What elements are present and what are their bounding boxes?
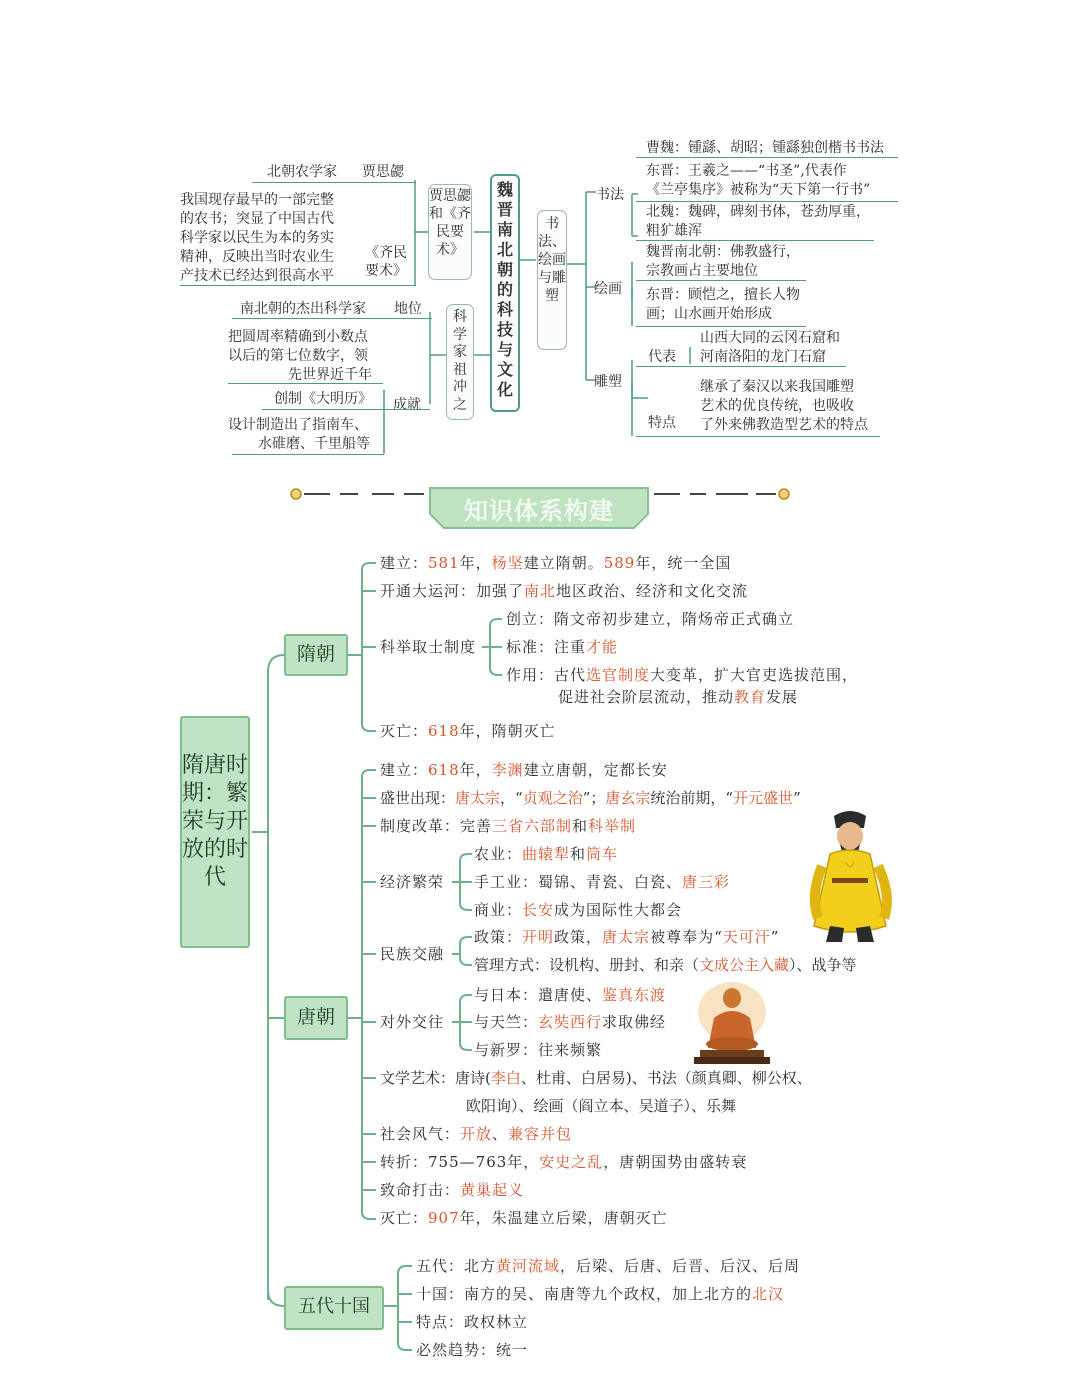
sculpture-feat-text: 继承了秦汉以来我国雕塑 艺术的优良传统，也吸收 了外来佛教造型艺术的特点 (700, 379, 868, 433)
tang-node: 唐朝 (284, 996, 348, 1040)
buddha-statue-illustration (690, 978, 774, 1066)
jiasixie-role: 北朝农学家 (267, 164, 337, 180)
tang-foreign-india: 与天竺：玄奘西行求取佛经 (474, 1013, 667, 1031)
zu-position-text: 南北朝的杰出科学家 (240, 301, 366, 317)
sui-exam-create: 创立：隋文帝初步建立，隋炀帝正式确立 (506, 610, 795, 628)
weijin-painting-text: 魏晋南北朝：佛教盛行， 宗教画占主要地位 (646, 244, 800, 279)
sui-fall: 灭亡：618年，隋朝灭亡 (380, 722, 556, 740)
five-dynasties-node: 五代十国 (284, 1286, 384, 1330)
top-center-title: 魏晋南北朝的科技与文化 (490, 174, 520, 412)
tang-economy-agri: 农业：曲辕犁和筒车 (474, 845, 619, 863)
jiasixie-branch-box: 贾思勰和《齐民要术》 (428, 184, 472, 280)
sculpture-label: 雕塑 (594, 374, 622, 390)
tang-prosper: 盛世出现：唐太宗，“贞观之治”；唐玄宗统治前期，“开元盛世” (380, 789, 801, 807)
tang-economy-trade: 商业：长安成为国际性大都会 (474, 901, 683, 919)
dongjin-painting-text: 东晋：顾恺之，擅长人物 画；山水画开始形成 (646, 287, 800, 322)
zuchongzhi-branch-box: 科学家祖冲之 (446, 304, 474, 420)
caowei-text: 曹魏：锺繇、胡昭；锺繇独创楷书书法 (646, 140, 884, 156)
zu-inventions: 设计制造出了指南车、 水碓磨、千里船等 (228, 417, 370, 452)
tang-culture: 文学艺术：唐诗(李白、杜甫、白居易)、书法（颜真卿、柳公权、 (380, 1069, 812, 1087)
tang-reform: 制度改革：完善三省六部制和科举制 (380, 817, 637, 835)
sui-exam-standard: 标准：注重才能 (506, 638, 619, 656)
jiasixie-book: 《齐民要术》 (365, 245, 407, 279)
painting-label: 绘画 (594, 281, 622, 297)
tang-turn: 转折：755—763年，安史之乱，唐朝国势由盛转衰 (380, 1153, 748, 1171)
tang-ethnic-label: 民族交融 (380, 945, 445, 963)
knowledge-banner-title: 知识体系构建 (464, 497, 614, 525)
tang-fall: 灭亡：907年，朱温建立后梁，唐朝灭亡 (380, 1209, 668, 1227)
zu-achievement-label: 成就 (393, 397, 421, 413)
tang-ethnic-manage: 管理方式：设机构、册封、和亲（文成公主入藏）、战争等 (474, 956, 857, 974)
tang-blow: 致命打击：黄巢起义 (380, 1181, 525, 1199)
emperor-figure-illustration (800, 806, 900, 952)
sui-exam-label: 科举取士制度 (380, 638, 477, 656)
sculpture-rep-label: 代表 (648, 349, 676, 365)
tang-foreign-silla: 与新罗：往来频繁 (474, 1041, 603, 1059)
sui-found: 建立：581年，杨坚建立隋朝。589年，统一全国 (380, 554, 732, 572)
jiasixie-desc: 我国现存最早的一部完整 的农书；突显了中国古代 科学家以民生为本的务实 精神，反映出当时农业生 产技术已经达到很高水平 (180, 192, 334, 284)
sculpture-feat-label: 特点 (648, 415, 676, 431)
tang-found: 建立：618年，李渊建立唐朝，定都长安 (380, 761, 668, 779)
sui-exam-effect: 作用：古代选官制度大变革，扩大官吏选拔范围， (506, 666, 859, 684)
jiasixie-person: 贾思勰 (362, 164, 404, 180)
root-node: 隋唐时期：繁荣与开放的时代 (180, 716, 250, 948)
tang-ethnic-policy: 政策：开明政策，唐太宗被尊奉为“天可汗” (474, 928, 780, 946)
five-feature: 特点：政权林立 (416, 1313, 529, 1331)
five-trend: 必然趋势：统一 (416, 1341, 529, 1359)
sui-exam-effect2: 促进社会阶层流动，推动教育发展 (558, 688, 799, 706)
sui-canal: 开通大运河：加强了南北地区政治、经济和文化交流 (380, 582, 749, 600)
zu-pi-text: 把圆周率精确到小数点 以后的第七位数字，领 先世界近千年 (228, 329, 372, 383)
sculpture-rep-text: 山西大同的云冈石窟和 河南洛阳的龙门石窟 (700, 330, 840, 365)
zu-calendar: 创制《大明历》 (274, 391, 372, 407)
five-shiguo: 十国：南方的吴、南唐等九个政权，加上北方的北汉 (416, 1285, 785, 1303)
tang-culture-2: 欧阳询）、绘画（阎立本、吴道子）、乐舞 (466, 1097, 737, 1115)
zu-position-label: 地位 (394, 301, 422, 317)
beiwei-calligraphy-text: 北魏：魏碑，碑刻书体，苍劲厚重， 粗犷雄浑 (646, 204, 870, 239)
tang-foreign-japan: 与日本：遣唐使、鉴真东渡 (474, 986, 667, 1004)
tang-economy-label: 经济繁荣 (380, 873, 445, 891)
tang-foreign-label: 对外交往 (380, 1013, 445, 1031)
dongjin-calligraphy-text: 东晋：王羲之——“书圣”,代表作 《兰亭集序》被称为“天下第一行书” (646, 163, 871, 198)
calligraphy-label: 书法 (596, 187, 624, 203)
art-branch-box: 书法、绘画与雕塑 (537, 210, 567, 350)
sui-node: 隋朝 (284, 634, 348, 676)
tang-social: 社会风气：开放、兼容并包 (380, 1125, 573, 1143)
tang-economy-craft: 手工业：蜀锦、青瓷、白瓷、唐三彩 (474, 873, 731, 891)
five-wudai: 五代：北方黄河流域，后梁、后唐、后晋、后汉、后周 (416, 1257, 801, 1275)
